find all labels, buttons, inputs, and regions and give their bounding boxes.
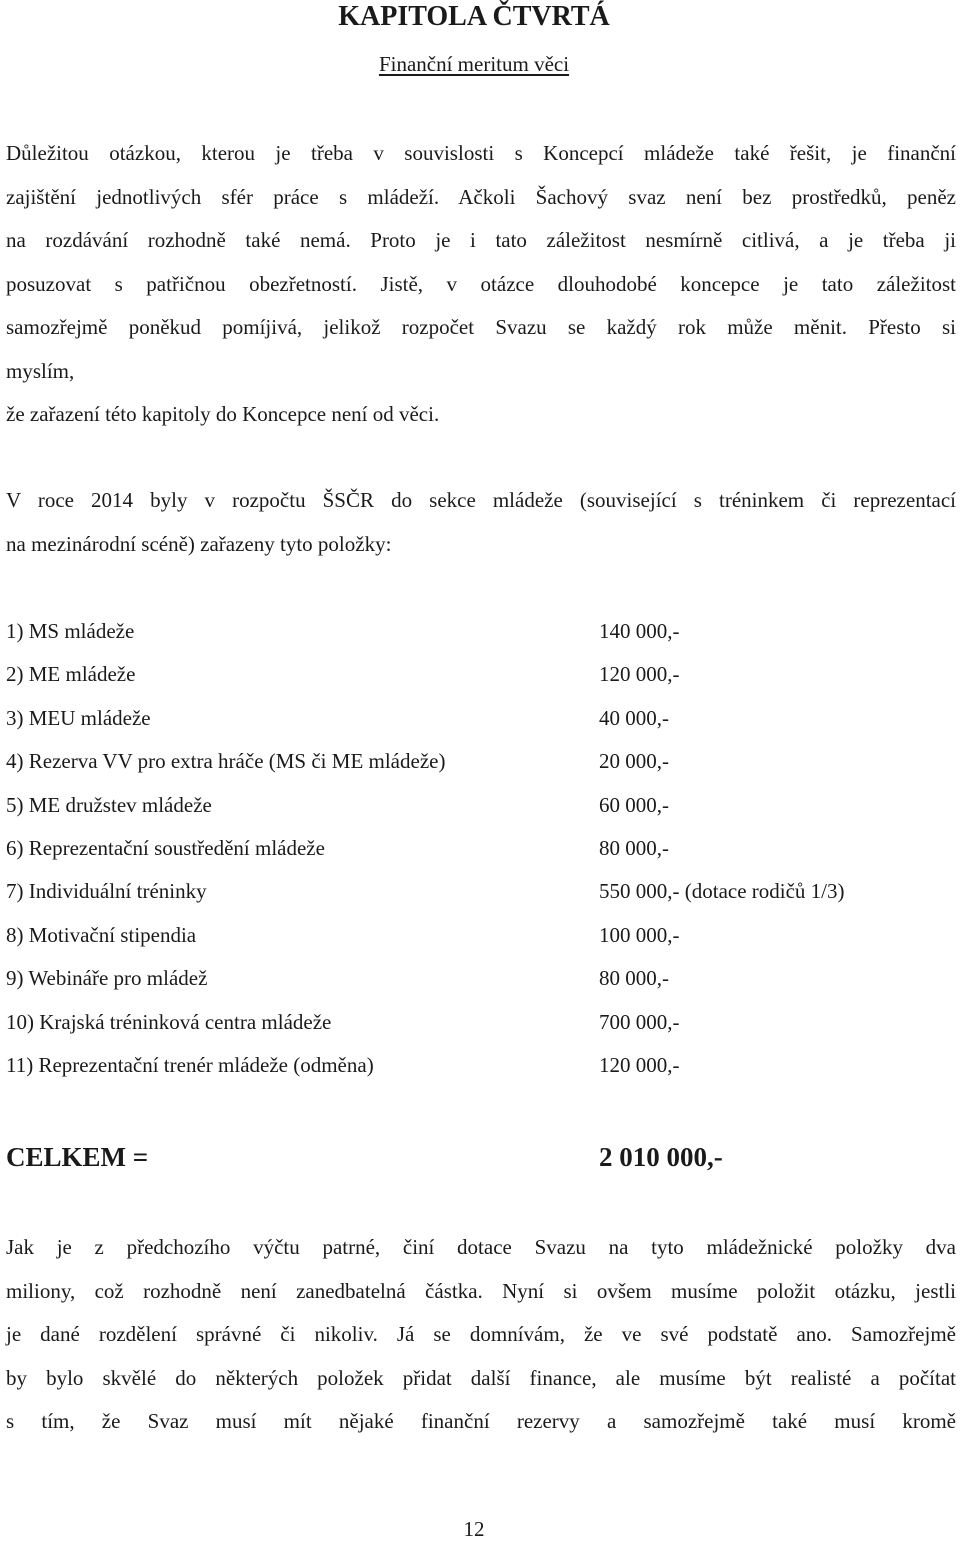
budget-list [6, 610, 956, 1087]
paragraph-line: V roce 2014 byly v rozpočtu ŠSČR do sekce mládeže (související s tréninkem či reprezentací [6, 488, 956, 512]
budget-item [6, 1001, 956, 1044]
budget-item-label: 7) Individuální tréninky [6, 879, 207, 904]
paragraph-line: miliony, což rozhodně není zanedbatelná částka. Nyní si ovšem musíme položit otázku, jestli [6, 1278, 956, 1303]
paragraph-line: by bylo skvělé do některých položek přidat další finance, ale musíme být realisté a počítat [6, 1365, 956, 1390]
budget-item-label: 2) ME mládeže [6, 662, 136, 687]
budget-item-amount: 40 000,- [599, 705, 669, 730]
paragraph-line: zajištění jednotlivých sfér práce s mládeží. Ačkoli Šachový svaz není bez prostředků, peněz [6, 184, 956, 209]
budget-item-amount: 100 000,- [599, 922, 680, 947]
budget-item [6, 914, 956, 957]
budget-item [6, 740, 956, 783]
paragraph-line: samozřejmě poněkud pomíjivá, jelikož rozpočet Svazu se každý rok může měnit. Přesto si [6, 315, 956, 339]
intro-paragraph [6, 132, 956, 437]
budget-item-amount: 700 000,- [599, 1009, 680, 1034]
budget-item-amount: 140 000,- [599, 619, 680, 643]
budget-item-label: 4) Rezerva VV pro extra hráče (MS či ME mládeže) [6, 749, 446, 774]
budget-item [6, 957, 956, 1000]
budget-item [6, 653, 956, 696]
budget-item-label: 3) MEU mládeže [6, 705, 151, 730]
paragraph-line: posuzovat s patřičnou obezřetností. Jistě, v otázce dlouhodobé koncepce je tato záležitost [6, 271, 956, 296]
budget-item [6, 827, 956, 870]
budget-item-amount: 120 000,- [599, 1052, 680, 1077]
budget-intro-paragraph [6, 479, 956, 566]
budget-item-amount: 20 000,- [599, 749, 669, 774]
budget-item-label: 6) Reprezentační soustředění mládeže [6, 835, 325, 860]
budget-item-amount: 120 000,- [599, 662, 680, 687]
budget-item-label: 8) Motivační stipendia [6, 922, 197, 947]
budget-item-label: 5) ME družstev mládeže [6, 792, 212, 817]
paragraph-line: je dané rozdělení správné či nikoliv. Já se domnívám, že ve své podstatě ano. Samozřejmě [6, 1322, 956, 1346]
budget-item-amount: 60 000,- [599, 792, 669, 817]
budget-item-label: 10) Krajská tréninková centra mládeže [6, 1009, 332, 1034]
paragraph-line: Jak je z předchozího výčtu patrné, činí dotace Svazu na tyto mládežnické položky dva [6, 1235, 956, 1259]
budget-item-label: 1) MS mládeže [6, 619, 135, 643]
paragraph-line: Důležitou otázkou, kterou je třeba v souvislosti s Koncepcí mládeže také řešit, je finanční [6, 141, 956, 165]
budget-total-amount: 2 010 000,- [599, 1142, 723, 1172]
chapter-subtitle: Finanční meritum věci [378, 52, 570, 76]
paragraph-line: s tím, že Svaz musí mít nějaké finanční rezervy a samozřejmě také musí kromě [6, 1409, 956, 1433]
budget-item-amount: 80 000,- [599, 966, 669, 991]
budget-item [6, 1044, 956, 1087]
budget-item-label: 11) Reprezentační trenér mládeže (odměna) [6, 1052, 374, 1077]
budget-item-amount: 80 000,- [599, 835, 669, 860]
budget-item-amount: 550 000,- (dotace rodičů 1/3) [599, 879, 845, 904]
paragraph-line: myslím, [6, 358, 75, 383]
budget-total [6, 1132, 956, 1182]
page-number: 12 [463, 1517, 485, 1541]
budget-total-label: CELKEM = [6, 1142, 149, 1172]
budget-item [6, 610, 956, 653]
paragraph-line: že zařazení této kapitoly do Koncepce není od věci. [6, 402, 440, 426]
budget-item [6, 870, 956, 913]
budget-item-label: 9) Webináře pro mládež [6, 966, 208, 991]
budget-item [6, 697, 956, 740]
conclusion-paragraph [6, 1226, 956, 1444]
budget-item [6, 784, 956, 827]
paragraph-line: na mezinárodní scéně) zařazeny tyto položky: [6, 531, 392, 556]
chapter-title: KAPITOLA ČTVRTÁ [338, 1, 610, 32]
paragraph-line: na rozdávání rozhodně také nemá. Proto je i tato záležitost nesmírně citlivá, a je třeba ji [6, 228, 956, 252]
